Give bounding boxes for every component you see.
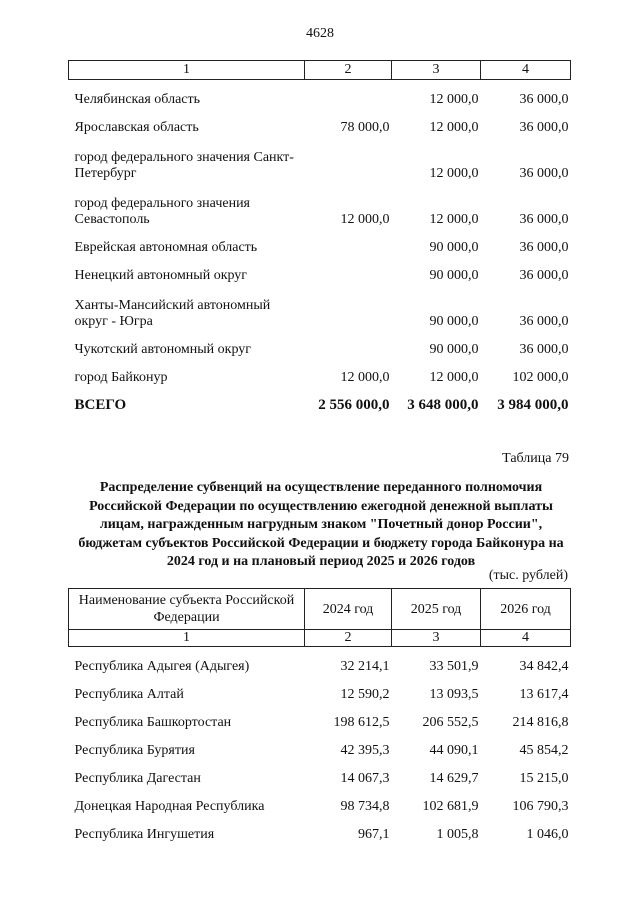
- value-cell: 44 090,1: [429, 743, 479, 758]
- value-cell: 214 816,8: [512, 715, 569, 730]
- region-name: город федерального значения Санкт-Петербург: [74, 150, 294, 181]
- subventions-table-continued: [68, 60, 571, 414]
- region-name: Ханты-Мансийский автономный округ - Югра: [74, 298, 271, 329]
- table-row: [69, 358, 571, 386]
- value-cell: 13 093,5: [429, 687, 479, 702]
- region-name: Республика Ингушетия: [74, 827, 215, 842]
- value-cell: [305, 256, 392, 284]
- value-cell: 36 000,0: [519, 314, 569, 329]
- value-cell: 90 000,0: [429, 342, 479, 357]
- table-row: [69, 731, 571, 759]
- value-cell: 34 842,4: [519, 659, 569, 674]
- value-cell: 12 590,2: [340, 687, 390, 702]
- table-row: [69, 256, 571, 284]
- value-cell: 33 501,9: [429, 659, 479, 674]
- table-row: [69, 182, 571, 228]
- value-cell: 102 000,0: [512, 370, 569, 385]
- value-cell: 12 000,0: [429, 166, 479, 181]
- value-cell: 42 395,3: [340, 743, 390, 758]
- value-cell: 1 046,0: [526, 827, 569, 842]
- value-cell: 15 215,0: [519, 771, 569, 786]
- table-header-row: [69, 61, 571, 80]
- value-cell: 13 617,4: [519, 687, 569, 702]
- table-row: [69, 136, 571, 182]
- value-cell: 12 000,0: [429, 212, 479, 227]
- column-header-2024: 2024 год: [305, 589, 392, 630]
- table-row: [69, 284, 571, 330]
- total-row: [69, 386, 571, 414]
- value-cell: 90 000,0: [429, 240, 479, 255]
- value-cell: [305, 136, 392, 182]
- value-cell: 78 000,0: [340, 120, 390, 135]
- value-cell: 36 000,0: [519, 240, 569, 255]
- column-number: 2: [305, 630, 392, 647]
- table-row: [69, 787, 571, 815]
- table-row: [69, 703, 571, 731]
- total-label: ВСЕГО: [74, 397, 127, 413]
- value-cell: 12 000,0: [340, 212, 390, 227]
- total-value: 3 984 000,0: [497, 397, 569, 413]
- value-cell: 102 681,9: [422, 799, 479, 814]
- value-cell: 12 000,0: [429, 120, 479, 135]
- value-cell: 36 000,0: [519, 342, 569, 357]
- table-row: [69, 815, 571, 843]
- region-name: Ярославская область: [74, 120, 199, 135]
- column-number: 4: [481, 630, 571, 647]
- value-cell: 106 790,3: [512, 799, 569, 814]
- total-value: 2 556 000,0: [318, 397, 390, 413]
- region-name: Челябинская область: [74, 92, 200, 107]
- value-cell: [305, 228, 392, 256]
- table-row: [69, 759, 571, 787]
- column-number: 2: [305, 61, 392, 80]
- column-number: 1: [69, 61, 305, 80]
- table-title: Распределение субвенций на осуществление переданного полномочия Российской Федерации по осуществлению ежегодной денежной выплаты лицам, награжденным нагрудным знаком "Почетный донор России", бюджетам субъектов Российской Федерации и бюджету города Байконура на 2024 год и на плановый период 2025 и 2026 годов: [78, 480, 564, 569]
- value-cell: 1 005,8: [436, 827, 479, 842]
- table-row: [69, 108, 571, 136]
- region-name: Республика Бурятия: [74, 743, 195, 758]
- region-name: Республика Алтай: [74, 687, 184, 702]
- page-number: 4628: [306, 26, 334, 41]
- region-name: город Байконур: [74, 370, 168, 385]
- value-cell: [305, 284, 392, 330]
- value-cell: 36 000,0: [519, 92, 569, 107]
- value-cell: 36 000,0: [519, 120, 569, 135]
- column-header-2026: 2026 год: [481, 589, 571, 630]
- value-cell: 90 000,0: [429, 268, 479, 283]
- value-cell: 12 000,0: [340, 370, 390, 385]
- table-row: [69, 647, 571, 676]
- column-header-region: Наименование субъекта Российской Федерации: [69, 589, 305, 630]
- value-cell: 90 000,0: [429, 314, 479, 329]
- region-name: Ненецкий автономный округ: [74, 268, 248, 283]
- table-row: [69, 330, 571, 358]
- value-cell: 206 552,5: [422, 715, 479, 730]
- region-name: Республика Башкортостан: [74, 715, 232, 730]
- region-name: Донецкая Народная Республика: [74, 799, 265, 814]
- value-cell: 198 612,5: [333, 715, 390, 730]
- column-number: 4: [481, 61, 571, 80]
- value-cell: 12 000,0: [429, 370, 479, 385]
- value-cell: [305, 80, 392, 109]
- subventions-table-79: [68, 588, 571, 843]
- value-cell: 14 629,7: [429, 771, 479, 786]
- column-numbers-row: [69, 630, 571, 647]
- column-number: 3: [392, 61, 481, 80]
- table-row: [69, 80, 571, 109]
- column-number: 3: [392, 630, 481, 647]
- region-name: Республика Дагестан: [74, 771, 201, 786]
- value-cell: 32 214,1: [340, 659, 390, 674]
- total-value: 3 648 000,0: [407, 397, 479, 413]
- value-cell: 98 734,8: [340, 799, 390, 814]
- value-cell: 12 000,0: [429, 92, 479, 107]
- value-cell: 36 000,0: [519, 166, 569, 181]
- region-name: Еврейская автономная область: [74, 240, 258, 255]
- table-header-row: [69, 589, 571, 630]
- table-row: [69, 228, 571, 256]
- value-cell: 45 854,2: [519, 743, 569, 758]
- table-caption: Таблица 79: [502, 451, 569, 466]
- region-name: город федерального значения Севастополь: [74, 196, 250, 227]
- value-cell: 14 067,3: [340, 771, 390, 786]
- column-number: 1: [69, 630, 305, 647]
- units-label: (тыс. рублей): [488, 568, 568, 583]
- value-cell: 967,1: [358, 827, 390, 842]
- column-header-2025: 2025 год: [392, 589, 481, 630]
- table-row: [69, 675, 571, 703]
- value-cell: [305, 330, 392, 358]
- region-name: Республика Адыгея (Адыгея): [74, 659, 250, 674]
- region-name: Чукотский автономный округ: [74, 342, 252, 357]
- value-cell: 36 000,0: [519, 212, 569, 227]
- value-cell: 36 000,0: [519, 268, 569, 283]
